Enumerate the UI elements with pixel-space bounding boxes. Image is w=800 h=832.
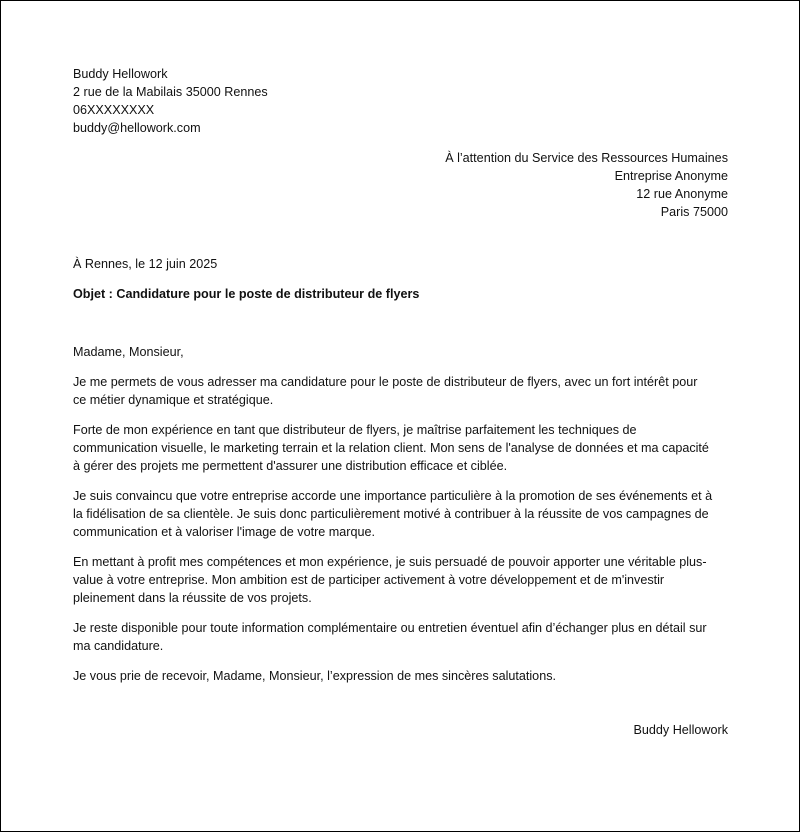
paragraph-line: la fidélisation de sa clientèle. Je suis donc particulièrement motivé à contribuer à la réussite de vos campagnes de: [73, 507, 709, 521]
recipient-block: [73, 149, 728, 221]
sender-address: 2 rue de la Mabilais 35000 Rennes: [73, 85, 268, 99]
letter-content: [73, 65, 728, 739]
paragraph-5: [73, 619, 728, 655]
paragraph-1: [73, 373, 728, 409]
paragraph-2: [73, 421, 728, 475]
salutation: Madame, Monsieur,: [73, 345, 184, 359]
paragraph-line: pleinement dans la réussite de vos projets.: [73, 591, 312, 605]
date-line: À Rennes, le 12 juin 2025: [73, 257, 218, 271]
paragraph-line: communication et à valoriser l'image de votre marque.: [73, 525, 375, 539]
recipient-attention: À l’attention du Service des Ressources Humaines: [445, 151, 728, 165]
paragraph-line: Je reste disponible pour toute information complémentaire ou entretien éventuel afin d’échanger plus en détail sur: [73, 621, 707, 635]
sender-block: [73, 65, 728, 137]
closing-paragraph: [73, 667, 728, 685]
sender-name: Buddy Hellowork: [73, 67, 168, 81]
paragraph-line: Forte de mon expérience en tant que distributeur de flyers, je maîtrise parfaitement les techniques de: [73, 423, 637, 437]
subject-line: Objet : Candidature pour le poste de distributeur de flyers: [73, 287, 420, 301]
paragraph-line: Je me permets de vous adresser ma candidature pour le poste de distributeur de flyers, avec un fort intérêt pour: [73, 375, 698, 389]
paragraph-line: value à votre entreprise. Mon ambition est de participer activement à votre développement et de m'investir: [73, 573, 665, 587]
recipient-city: Paris 75000: [660, 205, 728, 219]
paragraph-3: [73, 487, 728, 541]
paragraph-line: communication visuelle, le marketing terrain et la relation client. Mon sens de l'analyse de données et ma capacité: [73, 441, 709, 455]
paragraph-line: En mettant à profit mes compétences et mon expérience, je suis persuadé de pouvoir apporter une véritable plus-: [73, 555, 707, 569]
paragraph-4: [73, 553, 728, 607]
paragraph-line: ma candidature.: [73, 639, 164, 653]
paragraph-line: Je suis convaincu que votre entreprise accorde une importance particulière à la promotion de ses événements et à: [73, 489, 713, 503]
recipient-street: 12 rue Anonyme: [636, 187, 728, 201]
sender-phone: 06XXXXXXXX: [73, 103, 155, 117]
signature: Buddy Hellowork: [633, 723, 728, 737]
recipient-company: Entreprise Anonyme: [614, 169, 728, 183]
sender-email: buddy@hellowork.com: [73, 121, 201, 135]
paragraph-line: Je vous prie de recevoir, Madame, Monsieur, l’expression de mes sincères salutations.: [73, 669, 556, 683]
paragraph-line: à gérer des projets me permettent d'assurer une distribution efficace et ciblée.: [73, 459, 508, 473]
paragraph-line: ce métier dynamique et stratégique.: [73, 393, 274, 407]
